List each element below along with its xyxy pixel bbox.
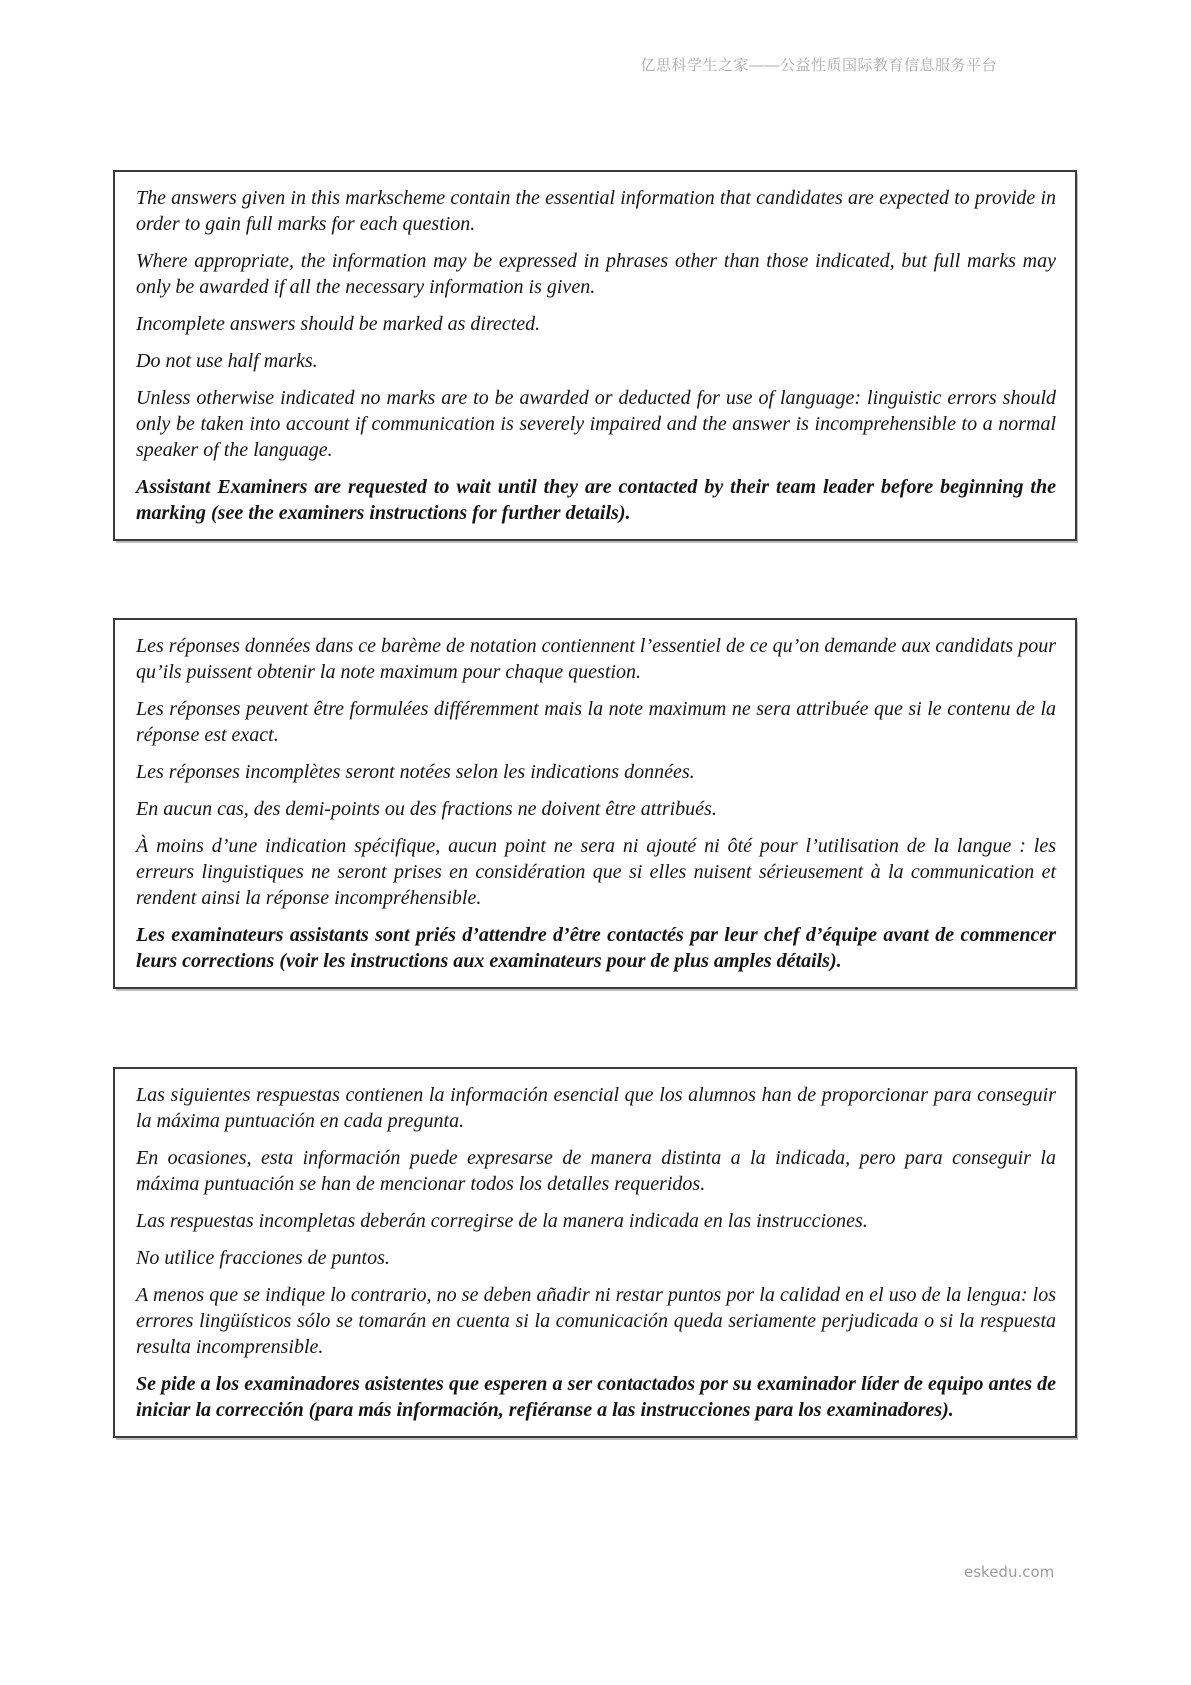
notice-paragraph: Las siguientes respuestas contienen la información esencial que los alumnos han de proporcionar para conseguir la máxima puntuación en cada pregunta. <box>136 1084 1056 1132</box>
notice-paragraph: Unless otherwise indicated no marks are to be awarded or deducted for use of language: linguistic errors should only be taken into account if communication is severely impaired and the answer is incomprehensible to a normal speaker of the language. <box>136 387 1056 461</box>
notice-paragraph: En ocasiones, esta información puede expresarse de manera distinta a la indicada, pero para conseguir la máxima puntuación se han de mencionar todos los detalles requeridos. <box>136 1147 1056 1195</box>
notice-paragraph: Las respuestas incompletas deberán corregirse de la manera indicada en las instrucciones. <box>136 1210 868 1232</box>
notice-paragraph: Les réponses données dans ce barème de notation contiennent l’essentiel de ce qu’on demande aux candidats pour qu’ils puissent obtenir la note maximum pour chaque question. <box>136 635 1056 683</box>
notice-box-spanish <box>113 1067 1077 1438</box>
notice-paragraph: No utilice fracciones de puntos. <box>136 1247 390 1269</box>
assistant-examiners-notice-english: Assistant Examiners are requested to wait until they are contacted by their team leader before beginning the marking (see the examiners instructions for further details). <box>136 476 1056 524</box>
notice-paragraph: En aucun cas, des demi-points ou des fractions ne doivent être attribués. <box>136 798 717 820</box>
notice-box-french <box>113 618 1077 989</box>
notice-paragraph: Incomplete answers should be marked as directed. <box>136 313 541 335</box>
notice-box-english <box>113 170 1077 541</box>
notice-paragraph: À moins d’une indication spécifique, aucun point ne sera ni ajouté ni ôté pour l’utilisation de la langue : les erreurs linguistiques ne seront prises en considération que si elles nuisent sérieusement à la communication et rendent ainsi la réponse incompréhensible. <box>136 835 1056 909</box>
header-watermark-text: 亿思科学生之家——公益性质国际教育信息服务平台 <box>640 57 997 74</box>
notice-paragraph: Where appropriate, the information may be expressed in phrases other than those indicated, but full marks may only be awarded if all the necessary information is given. <box>136 250 1056 298</box>
notice-paragraph: Do not use half marks. <box>136 350 318 372</box>
notice-paragraph: Les réponses peuvent être formulées différemment mais la note maximum ne sera attribuée que si le contenu de la réponse est exact. <box>136 698 1056 746</box>
notice-paragraph: A menos que se indique lo contrario, no se deben añadir ni restar puntos por la calidad en el uso de la lengua: los errores lingüísticos sólo se tomarán en cuenta si la comunicación queda seriamente perjudicada o si la respuesta resulta incomprensible. <box>136 1284 1056 1358</box>
footer-watermark-text: eskedu.com <box>964 1563 1055 1581</box>
assistant-examiners-notice-french: Les examinateurs assistants sont priés d’attendre d’être contactés par leur chef d’équipe avant de commencer leurs corrections (voir les instructions aux examinateurs pour de plus amples détails). <box>136 924 1056 972</box>
notice-paragraph: The answers given in this markscheme contain the essential information that candidates are expected to provide in order to gain full marks for each question. <box>136 187 1056 235</box>
assistant-examiners-notice-spanish: Se pide a los examinadores asistentes que esperen a ser contactados por su examinador líder de equipo antes de iniciar la corrección (para más información, refiéranse a las instrucciones para los examinadores). <box>136 1373 1056 1421</box>
notice-paragraph: Les réponses incomplètes seront notées selon les indications données. <box>136 761 695 783</box>
